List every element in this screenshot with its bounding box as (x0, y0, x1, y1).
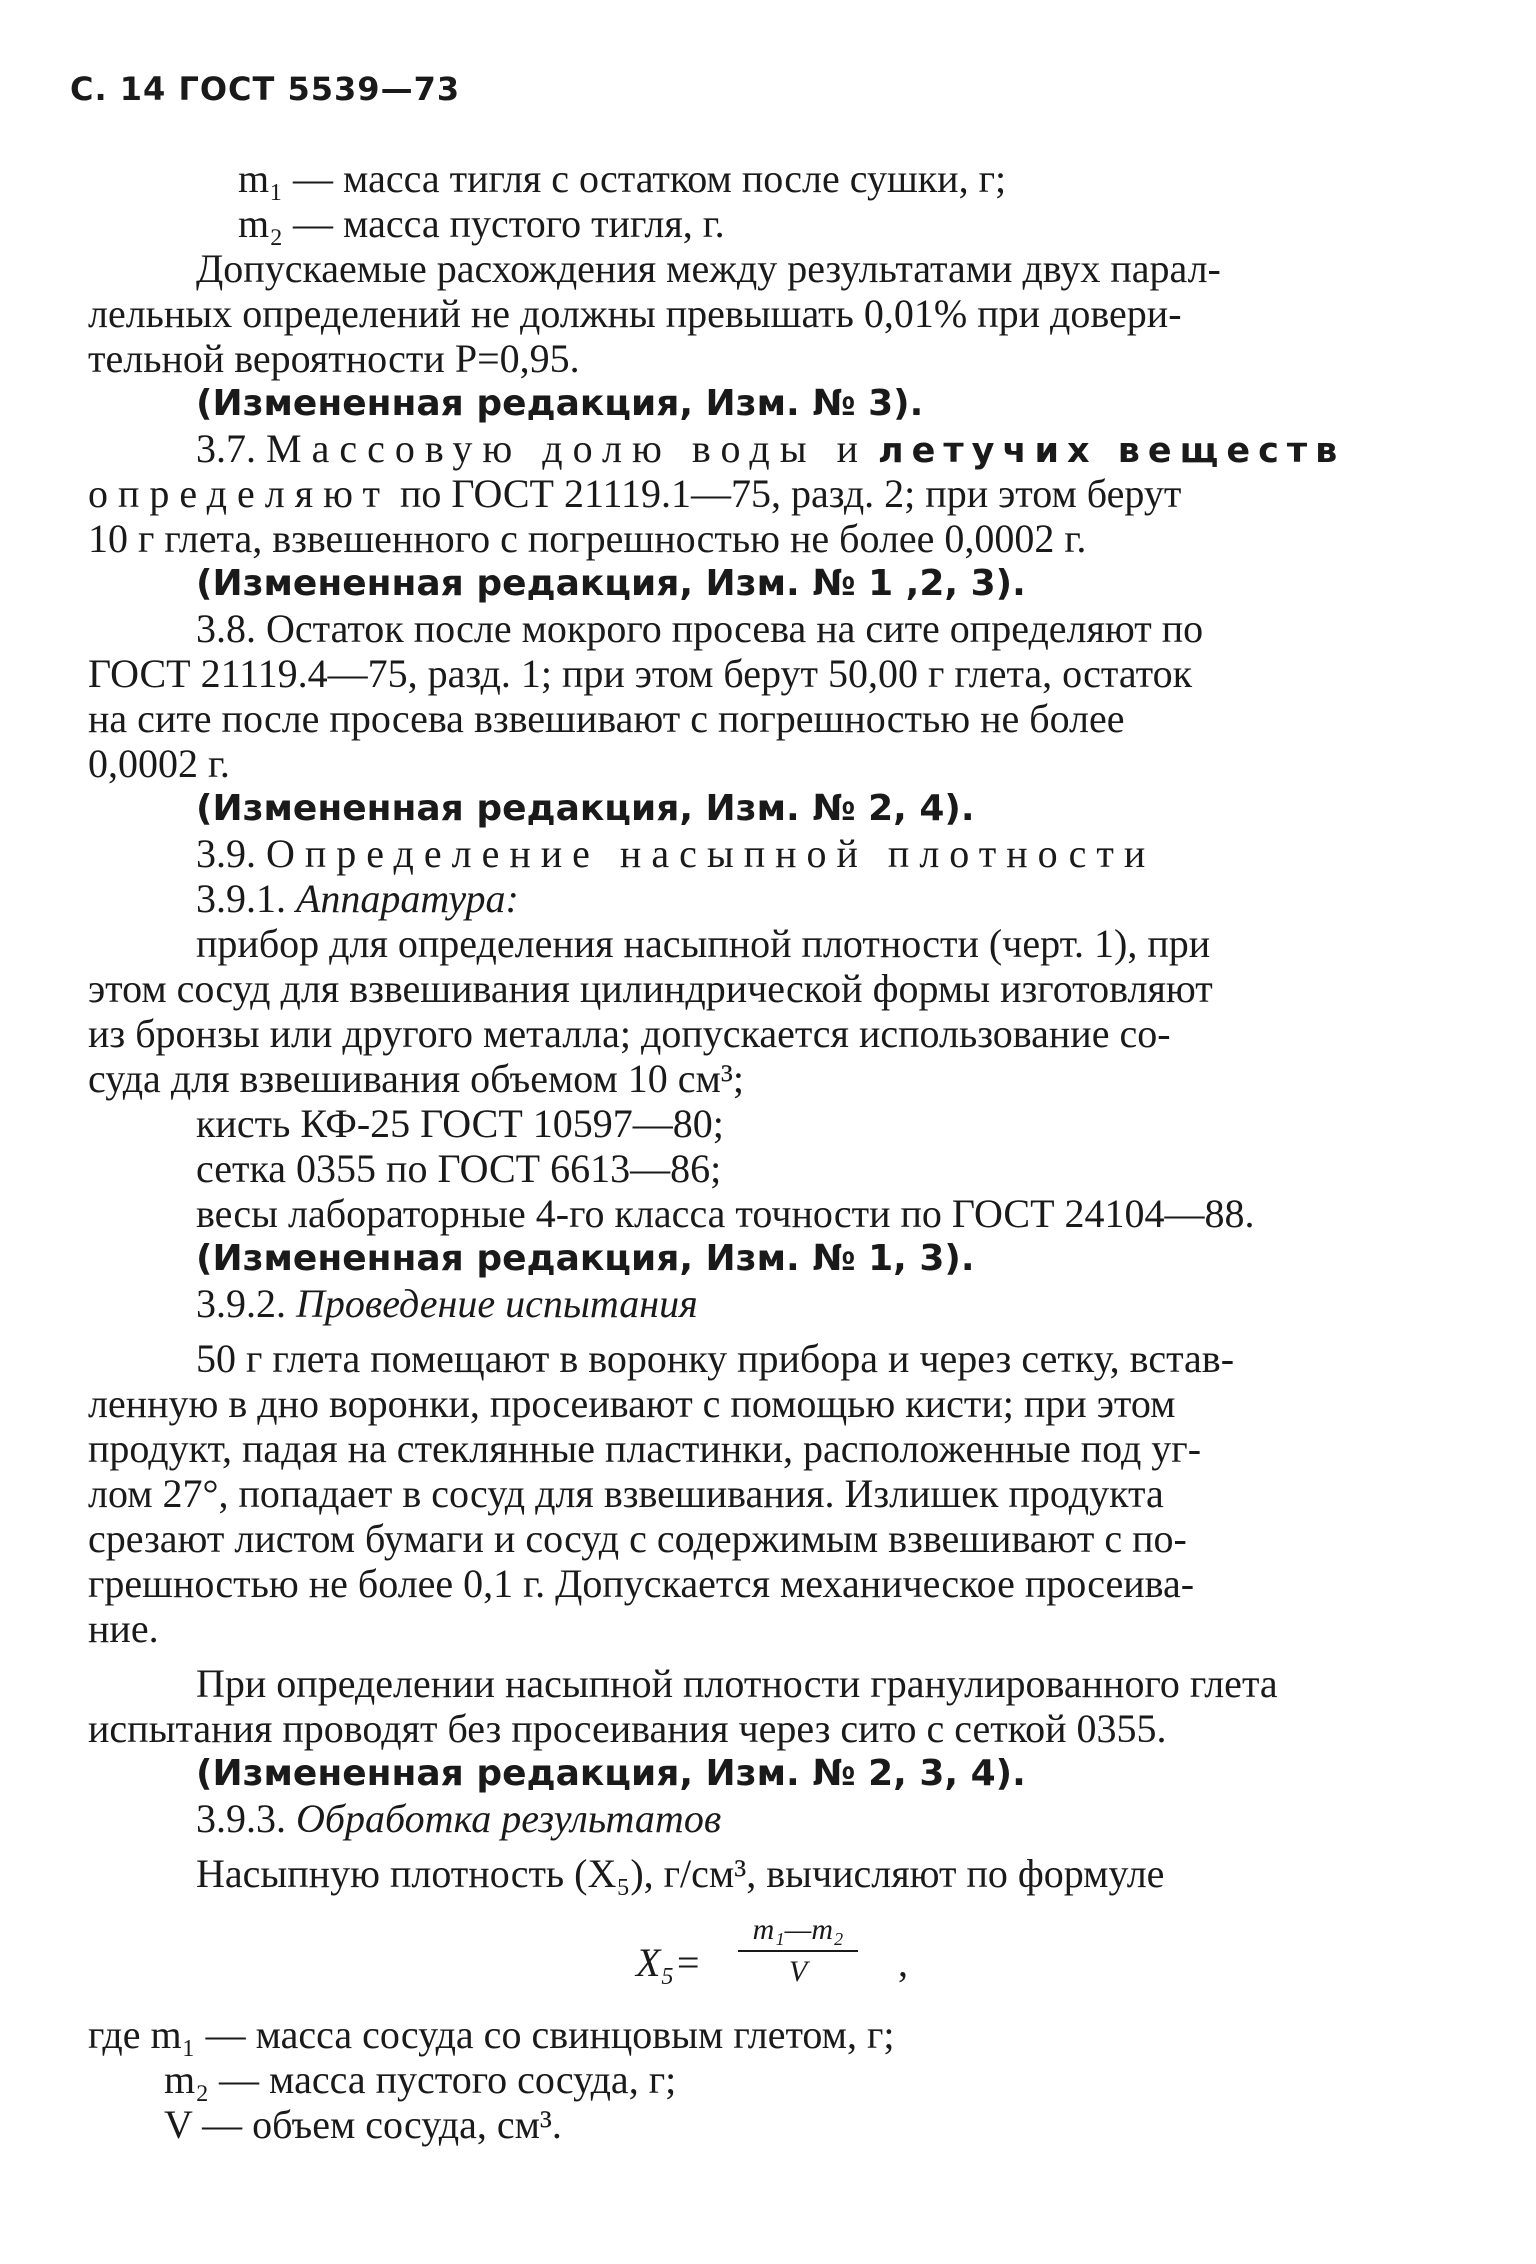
paragraph-line: суда для взвешивания объемом 10 см³; (88, 1056, 744, 1101)
section-number: 3.9. (196, 831, 256, 876)
section-number: 3.9.2. (196, 1281, 286, 1326)
spaced-word: определяют (88, 471, 390, 516)
formula-lhs: X₅= (636, 1940, 702, 1985)
page-header: С. 14 ГОСТ 5539—73 (70, 70, 461, 108)
formula-numerator: m₁—m₂ (752, 1913, 844, 1946)
paragraph-line: ленную в дно воронки, просеивают с помощью кисти; при этом (88, 1381, 1176, 1426)
paragraph-line: на сите после просева взвешивают с погрешностью не более (88, 696, 1125, 741)
paragraph-line: ГОСТ 21119.4—75, разд. 1; при этом берут 50,00 г глета, остаток (88, 651, 1193, 696)
formula-trail: , (898, 1940, 908, 1985)
paragraph-line: продукт, падая на стеклянные пластинки, расположенные под уг- (88, 1426, 1202, 1471)
bulk-density-formula (88, 1912, 1484, 2012)
paragraph-line: тельной вероятности P=0,95. (88, 336, 580, 381)
document-body (88, 156, 1484, 2147)
definition-m2: m₂ — масса пустого тигля, г. (238, 201, 725, 246)
italic-title: Обработка результатов (296, 1796, 722, 1841)
section-3-9-3-heading (88, 1796, 1484, 1841)
formula-denominator: V (788, 1955, 808, 1988)
paragraph-line (88, 246, 1484, 291)
definition-m1: m₁ — масса тигля с остатком после сушки, г; (238, 156, 1007, 201)
paragraph-line: прибор для определения насыпной плотности (черт. 1), при (196, 921, 1211, 966)
paragraph-line: Насыпную плотность (X₅), г/см³, вычисляют по формуле (196, 1851, 1165, 1896)
spaced-title: Массовую долю воды и (266, 426, 868, 471)
spaced-title: Определение насыпной плотности (266, 831, 1156, 876)
equipment-item: весы лабораторные 4-го класса точности по ГОСТ 24104—88. (196, 1191, 1255, 1236)
revision-note: (Измененная редакция, Изм. № 3). (196, 383, 924, 424)
paragraph-line: срезают листом бумаги и сосуд с содержимым взвешивают с по- (88, 1516, 1187, 1561)
paragraph-line: грешностью не более 0,1 г. Допускается механическое просеива- (88, 1561, 1195, 1606)
section-number: 3.9.3. (196, 1796, 286, 1841)
revision-note: (Измененная редакция, Изм. № 2, 4). (196, 788, 975, 829)
italic-title: Проведение испытания (296, 1281, 698, 1326)
paragraph-line: лом 27°, попадает в сосуд для взвешивания. Излишек продукта (88, 1471, 1164, 1516)
equipment-item: сетка 0355 по ГОСТ 6613—86; (196, 1146, 722, 1191)
equipment-item: кисть КФ-25 ГОСТ 10597—80; (196, 1101, 724, 1146)
paragraph-text: Допускаемые расхождения между результатами двух парал- (196, 246, 1221, 291)
paragraph-line: При определении насыпной плотности гранулированного глета (196, 1661, 1278, 1706)
definition-line: V — объем сосуда, см³. (164, 2102, 562, 2147)
paragraph-line: 50 г глета помещают в воронку прибора и через сетку, встав- (196, 1336, 1235, 1381)
revision-note: (Измененная редакция, Изм. № 1 ,2, 3). (196, 563, 1026, 604)
paragraph-line: 10 г глета, взвешенного с погрешностью не более 0,0002 г. (88, 516, 1087, 561)
paragraph-line (88, 471, 1484, 516)
paragraph-line: 0,0002 г. (88, 741, 230, 786)
section-3-9-1-heading (88, 876, 1484, 921)
section-3-9-heading (88, 831, 1484, 876)
formula-fraction (738, 1912, 858, 1990)
definition-line: m₂ — масса пустого сосуда, г; (164, 2057, 677, 2102)
paragraph-text: по ГОСТ 21119.1—75, разд. 2; при этом берут (399, 471, 1182, 516)
paragraph-line: лельных определений не должны превышать 0,01% при довери- (88, 291, 1182, 336)
revision-note: (Измененная редакция, Изм. № 2, 3, 4). (196, 1753, 1026, 1794)
definition-line: где m₁ — масса сосуда со свинцовым глетом, г; (88, 2012, 895, 2057)
section-number: 3.9.1. (196, 876, 286, 921)
section-3-9-2-heading (88, 1281, 1484, 1326)
revision-note: (Измененная редакция, Изм. № 1, 3). (196, 1238, 975, 1279)
section-number: 3.7. (196, 426, 256, 471)
fraction-bar (738, 1950, 858, 1952)
section-3-8: 3.8. Остаток после мокрого просева на сите определяют по (196, 606, 1204, 651)
section-3-7-heading (88, 426, 1484, 471)
paragraph-line: из бронзы или другого металла; допускается использование со- (88, 1011, 1171, 1056)
spaced-title-bold: летучих веществ (878, 431, 1346, 471)
paragraph-line: этом сосуд для взвешивания цилиндрической формы изготовляют (88, 966, 1213, 1011)
paragraph-line: испытания проводят без просеивания через сито с сеткой 0355. (88, 1706, 1167, 1751)
paragraph-line: ние. (88, 1606, 159, 1651)
italic-title: Аппаратура: (296, 876, 519, 921)
